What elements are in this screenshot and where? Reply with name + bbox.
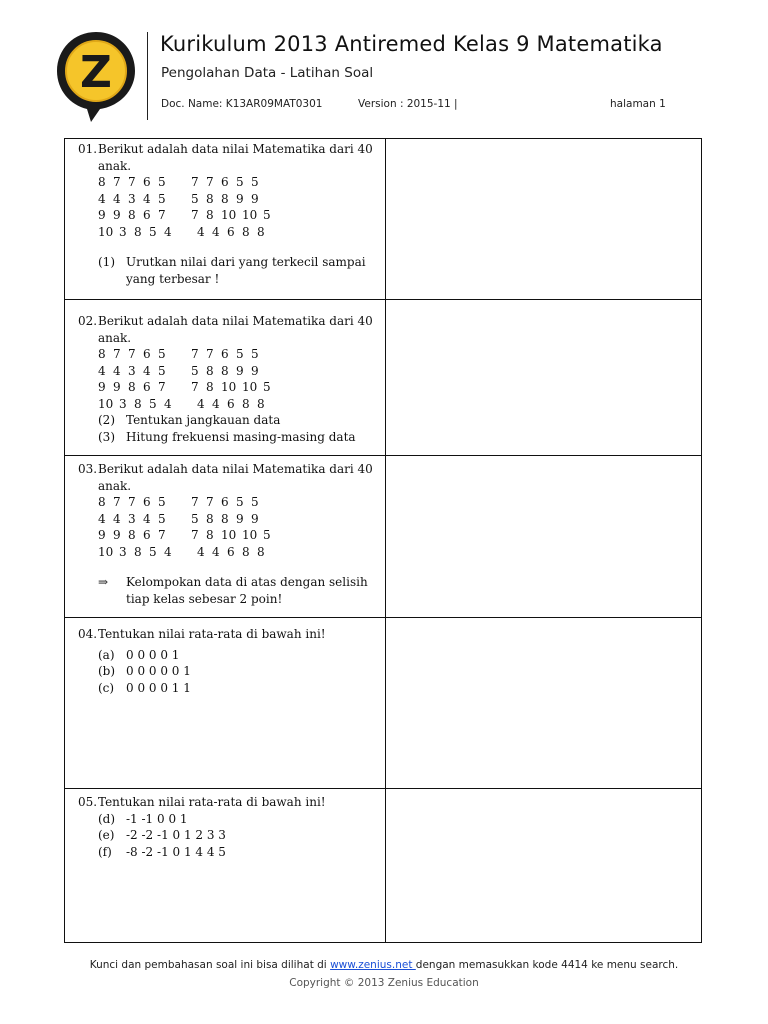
data-value: 7 bbox=[191, 528, 199, 542]
zenius-link[interactable]: www.zenius.net bbox=[330, 959, 416, 971]
data-row bbox=[98, 174, 378, 191]
data-value: 10 bbox=[98, 396, 114, 411]
data-value: 3 bbox=[128, 191, 136, 206]
data-value: 10 bbox=[98, 224, 114, 239]
question-number: 03. bbox=[78, 462, 98, 476]
data-value: 5 bbox=[149, 544, 157, 559]
question-4 bbox=[78, 626, 378, 696]
data-value: 5 bbox=[149, 396, 157, 411]
data-value: 7 bbox=[128, 347, 136, 361]
data-value: 5 bbox=[251, 175, 259, 189]
data-value: 8 bbox=[257, 224, 265, 239]
question-number: 01. bbox=[78, 142, 98, 156]
data-value: 10 bbox=[242, 528, 258, 542]
page-number: halaman 1 bbox=[610, 98, 666, 110]
question-text: Berikut adalah data nilai Matematika dari 40 anak. bbox=[98, 314, 373, 345]
data-value: 4 bbox=[98, 363, 106, 378]
data-value: 6 bbox=[221, 347, 229, 361]
sub-question: (3) Hitung frekuensi masing-masing data bbox=[98, 429, 356, 444]
sub-question: (2) Tentukan jangkauan data bbox=[98, 413, 281, 427]
data-value: 8 bbox=[221, 191, 229, 206]
data-value: 5 bbox=[236, 175, 244, 189]
data-value: 10 bbox=[242, 208, 258, 222]
data-row bbox=[98, 207, 378, 224]
data-value: 7 bbox=[158, 528, 166, 542]
question-5 bbox=[78, 794, 378, 860]
data-value: 6 bbox=[227, 544, 235, 559]
zenius-logo bbox=[54, 30, 138, 124]
document-subtitle: Pengolahan Data - Latihan Soal bbox=[161, 65, 374, 81]
data-value: 8 bbox=[257, 544, 265, 559]
data-value: 5 bbox=[158, 363, 166, 378]
data-value: 8 bbox=[221, 511, 229, 526]
data-value: 5 bbox=[263, 380, 271, 394]
row-divider bbox=[64, 788, 702, 789]
data-value: 6 bbox=[227, 396, 235, 411]
data-value: 9 bbox=[251, 511, 259, 526]
data-value: 8 bbox=[242, 224, 250, 239]
question-3 bbox=[78, 461, 378, 607]
data-table bbox=[78, 346, 378, 412]
data-value: 4 bbox=[164, 224, 172, 239]
document-title: Kurikulum 2013 Antiremed Kelas 9 Matematika bbox=[160, 32, 663, 56]
data-row bbox=[98, 511, 378, 528]
sub-question: (f) -8 -2 -1 0 1 4 4 5 bbox=[98, 844, 226, 859]
data-value: 5 bbox=[191, 363, 199, 378]
footer-note: Kunci dan pembahasan soal ini bisa dilihat di www.zenius.net dengan memasukkan kode 4414 ke menu search. bbox=[89, 959, 679, 971]
data-value: 8 bbox=[242, 544, 250, 559]
sub-question: (c) 0 0 0 0 1 1 bbox=[98, 680, 191, 695]
data-value: 5 bbox=[158, 175, 166, 189]
data-value: 8 bbox=[98, 347, 106, 361]
data-value: 8 bbox=[98, 175, 106, 189]
data-value: 5 bbox=[149, 224, 157, 239]
data-value: 3 bbox=[128, 511, 136, 526]
data-value: 8 bbox=[257, 396, 265, 411]
question-text: Berikut adalah data nilai Matematika dari 40 anak. bbox=[98, 142, 373, 173]
sub-question: ⇒ Kelompokan data di atas dengan selisih tiap kelas sebesar 2 poin! bbox=[98, 575, 368, 606]
logo-letter: Z bbox=[80, 47, 112, 98]
data-value: 4 bbox=[113, 363, 121, 378]
data-value: 5 bbox=[158, 191, 166, 206]
data-value: 4 bbox=[164, 544, 172, 559]
data-value: 7 bbox=[113, 347, 121, 361]
data-value: 9 bbox=[98, 528, 106, 542]
header-divider bbox=[147, 32, 148, 120]
row-divider bbox=[64, 617, 702, 618]
data-value: 5 bbox=[158, 347, 166, 361]
data-value: 4 bbox=[164, 396, 172, 411]
data-row bbox=[98, 527, 378, 544]
data-row bbox=[98, 379, 378, 396]
data-value: 7 bbox=[191, 208, 199, 222]
data-value: 4 bbox=[143, 191, 151, 206]
data-value: 8 bbox=[134, 224, 142, 239]
data-value: 5 bbox=[191, 191, 199, 206]
data-value: 7 bbox=[206, 175, 214, 189]
data-value: 9 bbox=[98, 208, 106, 222]
question-number: 05. bbox=[78, 795, 98, 809]
data-row bbox=[98, 191, 378, 208]
data-value: 7 bbox=[113, 175, 121, 189]
data-table bbox=[78, 174, 378, 240]
data-value: 10 bbox=[221, 528, 237, 542]
data-value: 9 bbox=[98, 380, 106, 394]
data-value: 6 bbox=[143, 347, 151, 361]
doc-name: Doc. Name: K13AR09MAT0301 bbox=[161, 98, 323, 110]
data-value: 8 bbox=[206, 191, 214, 206]
data-value: 7 bbox=[113, 495, 121, 509]
data-value: 9 bbox=[236, 511, 244, 526]
sub-question: (1) Urutkan nilai dari yang terkecil sampai yang terbesar ! bbox=[98, 255, 366, 286]
answer-column-divider bbox=[385, 138, 386, 943]
data-value: 7 bbox=[191, 380, 199, 394]
data-value: 10 bbox=[221, 208, 237, 222]
data-value: 5 bbox=[158, 511, 166, 526]
data-value: 6 bbox=[221, 175, 229, 189]
row-divider bbox=[64, 455, 702, 456]
data-value: 9 bbox=[113, 528, 121, 542]
data-value: 9 bbox=[251, 191, 259, 206]
data-value: 3 bbox=[119, 544, 127, 559]
sub-question: (d) -1 -1 0 0 1 bbox=[98, 811, 188, 826]
data-value: 6 bbox=[227, 224, 235, 239]
data-value: 5 bbox=[236, 495, 244, 509]
data-value: 9 bbox=[251, 363, 259, 378]
data-value: 4 bbox=[212, 396, 220, 411]
data-value: 7 bbox=[191, 347, 199, 361]
data-value: 5 bbox=[251, 347, 259, 361]
data-value: 8 bbox=[242, 396, 250, 411]
row-divider bbox=[64, 299, 702, 300]
sub-question: (e) -2 -2 -1 0 1 2 3 3 bbox=[98, 828, 226, 842]
data-value: 8 bbox=[98, 495, 106, 509]
data-row bbox=[98, 494, 378, 511]
data-value: 4 bbox=[212, 544, 220, 559]
data-value: 6 bbox=[221, 495, 229, 509]
question-text: Tentukan nilai rata-rata di bawah ini! bbox=[98, 795, 326, 809]
data-value: 5 bbox=[158, 495, 166, 509]
data-value: 7 bbox=[128, 175, 136, 189]
data-value: 6 bbox=[143, 495, 151, 509]
question-text: Berikut adalah data nilai Matematika dari 40 anak. bbox=[98, 462, 373, 493]
data-value: 4 bbox=[143, 511, 151, 526]
data-value: 6 bbox=[143, 208, 151, 222]
data-value: 7 bbox=[206, 495, 214, 509]
question-text: Tentukan nilai rata-rata di bawah ini! bbox=[98, 627, 326, 641]
data-value: 8 bbox=[128, 208, 136, 222]
copyright: Copyright © 2013 Zenius Education bbox=[289, 977, 479, 989]
question-number: 04. bbox=[78, 627, 98, 641]
data-value: 3 bbox=[119, 396, 127, 411]
data-value: 5 bbox=[263, 528, 271, 542]
data-value: 8 bbox=[128, 380, 136, 394]
data-value: 7 bbox=[128, 495, 136, 509]
data-row bbox=[98, 396, 378, 413]
data-value: 8 bbox=[134, 396, 142, 411]
data-value: 7 bbox=[158, 208, 166, 222]
data-value: 6 bbox=[143, 175, 151, 189]
data-value: 3 bbox=[128, 363, 136, 378]
data-value: 9 bbox=[113, 208, 121, 222]
data-value: 8 bbox=[221, 363, 229, 378]
data-value: 10 bbox=[242, 380, 258, 394]
data-value: 5 bbox=[191, 511, 199, 526]
data-value: 6 bbox=[143, 528, 151, 542]
question-1 bbox=[78, 141, 378, 287]
data-value: 3 bbox=[119, 224, 127, 239]
data-value: 8 bbox=[134, 544, 142, 559]
data-value: 9 bbox=[236, 363, 244, 378]
data-value: 4 bbox=[212, 224, 220, 239]
doc-version: Version : 2015-11 | bbox=[358, 98, 458, 110]
data-row bbox=[98, 346, 378, 363]
sub-question: (a) 0 0 0 0 1 bbox=[98, 647, 180, 662]
data-value: 4 bbox=[113, 511, 121, 526]
data-table bbox=[78, 494, 378, 560]
data-value: 7 bbox=[206, 347, 214, 361]
data-value: 4 bbox=[197, 396, 205, 411]
data-value: 7 bbox=[158, 380, 166, 394]
data-value: 8 bbox=[206, 363, 214, 378]
data-value: 4 bbox=[197, 224, 205, 239]
data-value: 7 bbox=[191, 495, 199, 509]
data-value: 4 bbox=[197, 544, 205, 559]
sub-question: (b) 0 0 0 0 0 1 bbox=[98, 664, 191, 678]
data-value: 5 bbox=[263, 208, 271, 222]
data-value: 4 bbox=[98, 191, 106, 206]
question-2 bbox=[78, 313, 378, 445]
data-value: 8 bbox=[206, 511, 214, 526]
data-value: 4 bbox=[113, 191, 121, 206]
data-value: 8 bbox=[206, 380, 214, 394]
data-row bbox=[98, 544, 378, 561]
data-value: 7 bbox=[191, 175, 199, 189]
data-value: 10 bbox=[221, 380, 237, 394]
data-value: 6 bbox=[143, 380, 151, 394]
data-value: 9 bbox=[236, 191, 244, 206]
data-value: 4 bbox=[98, 511, 106, 526]
data-value: 8 bbox=[128, 528, 136, 542]
data-row bbox=[98, 363, 378, 380]
question-number: 02. bbox=[78, 314, 98, 328]
data-value: 5 bbox=[236, 347, 244, 361]
data-value: 8 bbox=[206, 208, 214, 222]
data-value: 8 bbox=[206, 528, 214, 542]
data-value: 9 bbox=[113, 380, 121, 394]
data-value: 5 bbox=[251, 495, 259, 509]
data-value: 10 bbox=[98, 544, 114, 559]
data-row bbox=[98, 224, 378, 241]
data-value: 4 bbox=[143, 363, 151, 378]
